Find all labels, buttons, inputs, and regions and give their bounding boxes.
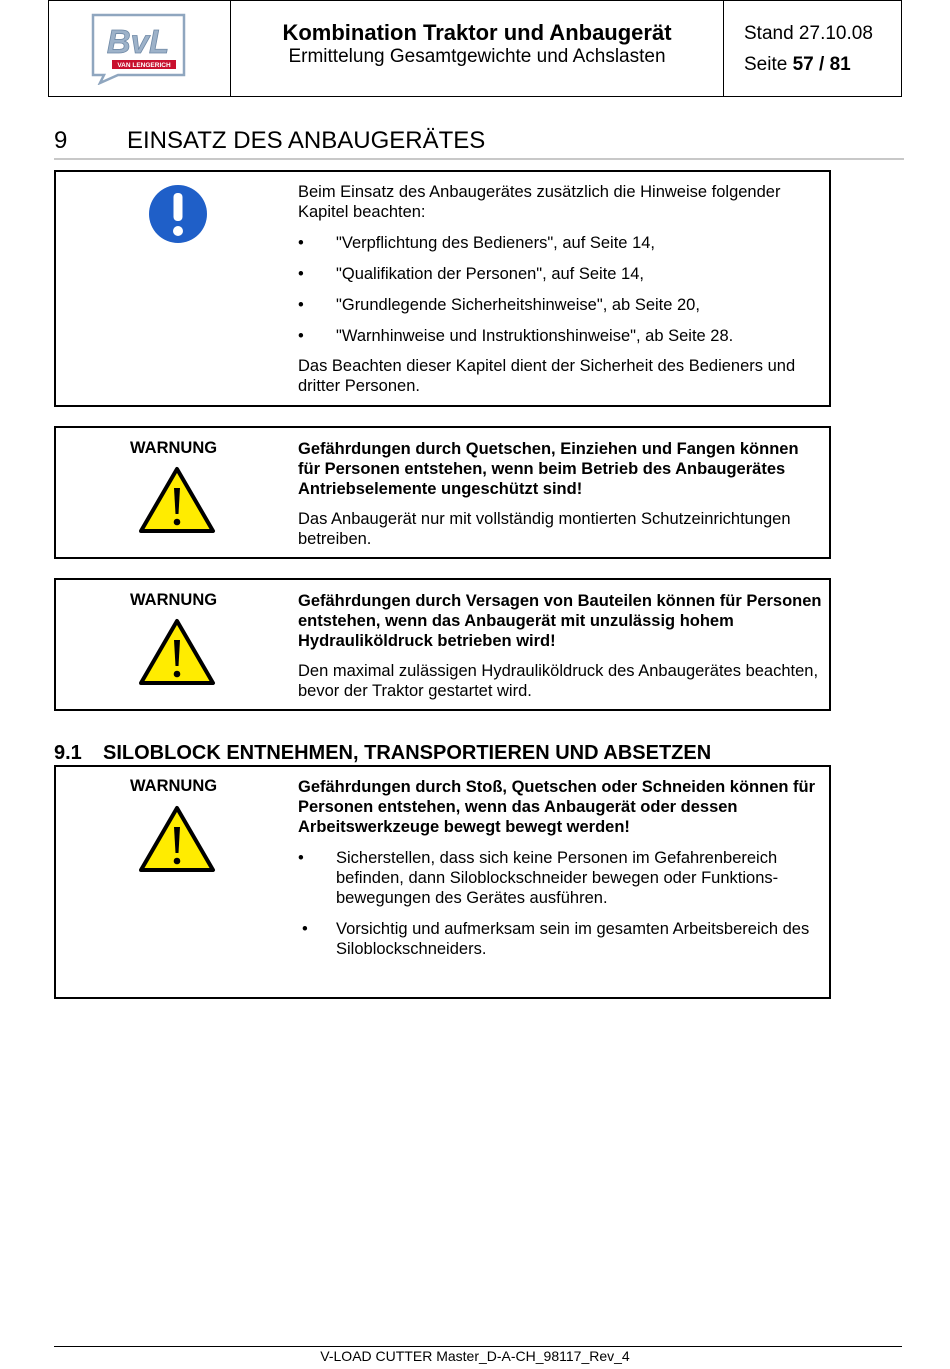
warning-hazard: Gefährdungen durch Stoß, Quetschen oder Schneiden können für Personen entstehen, wenn das Anbaugerät oder dessen Arbeitswerkzeuge bewegt bewegt werden! <box>298 778 816 836</box>
notice-outro: Das Beachten dieser Kapitel dient der Sicherheit des Bedieners und dritter Personen. <box>298 357 796 395</box>
stand-date: Stand 27.10.08 <box>744 23 873 44</box>
section-title: SILOBLOCK ENTNEHMEN, TRANSPORTIEREN UND ABSETZEN <box>103 742 712 764</box>
page-separator: / <box>813 54 830 75</box>
doc-subtitle: Ermittelung Gesamtgewichte und Achslasten <box>288 46 666 67</box>
section-number: 9.1 <box>54 742 82 764</box>
chapter-heading <box>54 126 904 160</box>
warning-box <box>54 578 831 711</box>
list-item-text: "Verpflichtung des Bedieners", auf Seite 14, <box>336 234 656 252</box>
logo-subtext: VAN LENGERICH <box>117 62 171 69</box>
warning-label: WARNUNG <box>130 777 218 795</box>
list-item <box>298 848 825 908</box>
warning-box <box>54 426 831 559</box>
warning-label: WARNUNG <box>130 439 218 457</box>
warning-label: WARNUNG <box>130 591 218 609</box>
document-header <box>48 0 902 97</box>
warning-hazard: Gefährdungen durch Versagen von Bauteilen können für Personen entstehen, wenn das Anbaugerät mit unzulässig hohem Hydrauliköldruck betrieben wird! <box>298 592 822 650</box>
bullet-icon: • <box>298 265 304 283</box>
warning-list <box>298 848 825 959</box>
bullet-icon: • <box>298 296 304 314</box>
page-total: 81 <box>829 54 851 75</box>
footer-divider <box>54 1346 902 1347</box>
list-item-text: Sicherstellen, dass sich keine Personen im Gefahrenbereich befinden, dann Siloblockschneider bewegen oder Funktions-bewegungen des Gerätes ausführen. <box>336 849 779 907</box>
warning-triangle-icon <box>138 618 216 686</box>
bullet-icon: • <box>302 920 308 938</box>
warning-hazard: Gefährdungen durch Quetschen, Einziehen und Fangen können für Personen entstehen, wenn beim Betrieb des Anbaugerätes Antriebselemente ungeschützt sind! <box>298 440 799 498</box>
list-item-text: "Warnhinweise und Instruktionshinweise", ab Seite 28. <box>336 327 734 345</box>
bullet-icon: • <box>298 234 304 252</box>
header-title-cell <box>231 1 724 96</box>
list-item <box>298 233 825 253</box>
list-item <box>298 295 825 315</box>
warning-text <box>298 591 825 701</box>
logo-text: BvL <box>106 23 170 60</box>
doc-title: Kombination Traktor und Anbaugerät <box>282 20 672 45</box>
notice-intro: Beim Einsatz des Anbaugerätes zusätzlich die Hinweise folgender Kapitel beachten: <box>298 183 781 221</box>
logo-cell <box>49 1 231 96</box>
warning-triangle-icon <box>138 805 216 873</box>
warning-triangle-icon <box>138 466 216 534</box>
page-number <box>744 54 901 76</box>
warning-text <box>298 439 825 549</box>
warning-instruction: Den maximal zulässigen Hydrauliköldruck des Anbaugerätes beachten, bevor der Traktor gestartet wird. <box>298 662 819 700</box>
list-item <box>298 326 825 346</box>
chapter-number: 9 <box>54 127 68 154</box>
notice-list <box>298 233 825 346</box>
bullet-icon: • <box>298 849 304 867</box>
section-warning-box <box>54 765 831 999</box>
warning-instruction: Das Anbaugerät nur mit vollständig montierten Schutzeinrichtungen betreiben. <box>298 510 791 548</box>
list-item <box>298 264 825 284</box>
exclamation-info-icon <box>148 184 208 244</box>
list-item-text: "Qualifikation der Personen", auf Seite 14, <box>336 265 644 283</box>
header-meta-cell <box>724 1 901 96</box>
warning-text <box>298 777 825 959</box>
chapter-title: EINSATZ DES ANBAUGERÄTES <box>127 127 486 154</box>
notice-text <box>298 182 825 396</box>
bullet-icon: • <box>298 327 304 345</box>
footer-text: V-LOAD CUTTER Master_D-A-CH_98117_Rev_4 <box>320 1348 630 1364</box>
list-item <box>298 919 825 959</box>
page-current: 57 <box>792 54 814 75</box>
bvl-logo <box>90 13 187 85</box>
list-item-text: Vorsichtig und aufmerksam sein im gesamten Arbeitsbereich des Siloblockschneiders. <box>336 920 810 958</box>
page-label: Seite <box>744 54 788 75</box>
list-item-text: "Grundlegende Sicherheitshinweise", ab Seite 20, <box>336 296 700 314</box>
notice-box <box>54 170 831 407</box>
